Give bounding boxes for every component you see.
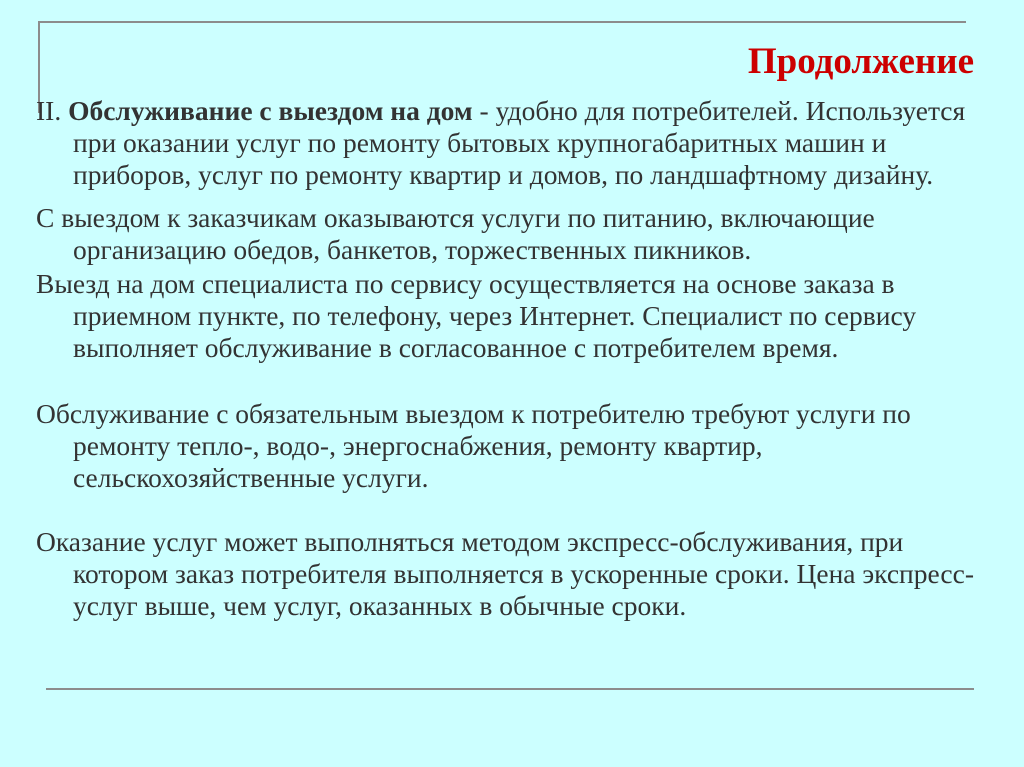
paragraph-3: Выезд на дом специалиста по сервису осуществляется на основе заказа в приемном пункте, по телефону, через Интернет. Специалист по сервису выполняет обслуживание в согласованное с потребителем время. — [36, 268, 917, 363]
paragraph-1-prefix: II. — [36, 95, 69, 126]
paragraph-1-bold-term: Обслуживание с выездом на дом — [68, 95, 473, 126]
slide-body — [36, 95, 996, 622]
frame-top-line — [38, 21, 966, 23]
paragraph-5: Оказание услуг может выполняться методом экспресс-обслуживания, при котором заказ потребителя выполняется в ускоренные сроки. Цена экспресс-услуг выше, чем услуг, оказанных в обычные сроки. — [36, 526, 974, 621]
paragraph-2: С выездом к заказчикам оказываются услуги по питанию, включающие организацию обедов, банкетов, торжественных пикников. — [36, 202, 875, 265]
slide-title: Продолжение — [747, 41, 974, 82]
paragraph-4: Обслуживание с обязательным выездом к потребителю требуют услуги по ремонту тепло-, водо-, энергоснабжения, ремонту квартир, сельскохозяйственные услуги. — [36, 398, 911, 493]
paragraph-1-text: - удобно для потребителей. Используется при оказании услуг по ремонту бытовых крупногабаритных машин и приборов, услуг по ремонту квартир и домов, по ландшафтному дизайну. — [73, 95, 966, 190]
frame-bottom-line — [46, 688, 974, 690]
paragraph-1 — [36, 95, 996, 191]
